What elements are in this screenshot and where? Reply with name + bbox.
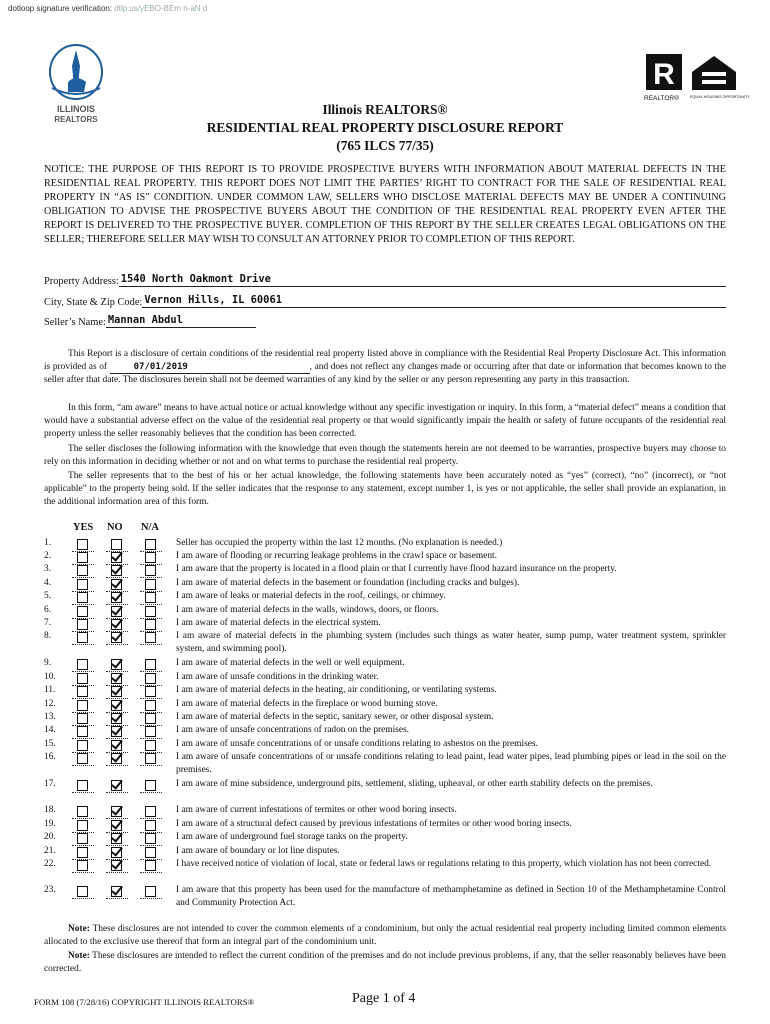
yes-underline — [72, 818, 94, 819]
item-number: 3. — [44, 564, 52, 574]
no-checkbox[interactable] — [111, 700, 122, 711]
seller-label: Seller’s Name: — [44, 317, 106, 328]
item-number: 16. — [44, 752, 56, 762]
item-text: I am aware of material defects in the septic, sanitary sewer, or other disposal system. — [176, 712, 494, 722]
item-number: 21. — [44, 846, 56, 856]
na-underline — [140, 845, 162, 846]
yes-underline — [72, 671, 94, 672]
svg-text:R: R — [653, 58, 675, 91]
na-checkbox[interactable] — [145, 632, 156, 643]
item-text: I am aware of unsafe concentrations of radon on the premises. — [176, 725, 409, 735]
yes-checkbox[interactable] — [77, 552, 88, 563]
item-text: I am aware of a structural defect caused by previous infestations of termites or other wood boring insects. — [176, 819, 572, 829]
yes-checkbox[interactable] — [77, 632, 88, 643]
no-checkbox[interactable] — [111, 592, 122, 603]
yes-checkbox[interactable] — [77, 565, 88, 576]
na-checkbox[interactable] — [145, 847, 156, 858]
no-underline — [106, 792, 128, 793]
item-number: 12. — [44, 699, 56, 709]
na-checkbox[interactable] — [145, 753, 156, 764]
no-checkbox[interactable] — [111, 659, 122, 670]
item-text: I am aware of material defects in the electrical system. — [176, 618, 381, 628]
na-checkbox[interactable] — [145, 860, 156, 871]
no-checkbox[interactable] — [111, 847, 122, 858]
representation-paragraph: The seller represents that to the best of his or her actual knowledge, the following statements have been accurately noted as “yes” (correct), “no” (incorrect), or “not applicable” to the property being sold. If the seller indicates that the response to any statement, except number 1, is yes or not applicable, the seller shall provide an explanation, in the additional information area of this form. — [44, 471, 726, 507]
item-text: I am aware of underground fuel storage tanks on the property. — [176, 832, 408, 842]
item-text: I am aware of flooding or recurring leakage problems in the crawl space or basement. — [176, 551, 497, 561]
yes-checkbox[interactable] — [77, 713, 88, 724]
yes-checkbox[interactable] — [77, 673, 88, 684]
yes-underline — [72, 845, 94, 846]
yes-checkbox[interactable] — [77, 740, 88, 751]
item-number: 20. — [44, 832, 56, 842]
item-text: I am aware of material defects in the fireplace or wood burning stove. — [176, 699, 438, 709]
no-checkbox[interactable] — [111, 619, 122, 630]
no-checkbox[interactable] — [111, 673, 122, 684]
seller-value[interactable]: Mannan Abdul — [106, 313, 256, 328]
na-checkbox[interactable] — [145, 659, 156, 670]
item-text: I am aware of unsafe concentrations of or unsafe conditions relating to asbestos on the premises. — [176, 739, 538, 749]
col-yes-header: YES — [73, 522, 94, 533]
no-checkbox[interactable] — [111, 780, 122, 791]
no-underline — [106, 644, 128, 645]
yes-underline — [72, 644, 94, 645]
no-checkbox[interactable] — [111, 606, 122, 617]
yes-checkbox[interactable] — [77, 686, 88, 697]
yes-underline — [72, 577, 94, 578]
yes-underline — [72, 738, 94, 739]
item-number: 7. — [44, 618, 52, 628]
no-checkbox[interactable] — [111, 740, 122, 751]
note-label: Note: — [68, 951, 90, 961]
yes-checkbox[interactable] — [77, 700, 88, 711]
realtor-mark-text: REALTOR® — [644, 95, 679, 102]
para1-after: , and does not reflect any changes made or occurring after that date or information that becomes known to the seller after that date. The disclosures herein shall not be deemed warranties of any kind by the seller or any person representing any party in this transaction. — [44, 362, 726, 385]
item-text: I have received notice of violation of local, state or federal laws or regulations relating to this property, which violation has not been corrected. — [176, 859, 712, 869]
na-underline — [140, 698, 162, 699]
item-number: 11. — [44, 685, 56, 695]
item-text: I am aware of material defects in the well or well equipment. — [176, 658, 405, 668]
item-text: I am aware of leaks or material defects in the roof, ceilings, or chimney. — [176, 591, 446, 601]
no-checkbox[interactable] — [111, 886, 122, 897]
disclosure-date[interactable]: 07/01/2019 — [110, 362, 310, 374]
yes-checkbox[interactable] — [77, 886, 88, 897]
item-text: I am aware of unsafe conditions in the drinking water. — [176, 672, 379, 682]
na-checkbox[interactable] — [145, 619, 156, 630]
reliance-paragraph: The seller discloses the following information with the knowledge that even though the statements herein are not deemed to be warranties, prospective buyers may choose to rely on this information in deciding whether or not and on what terms to purchase the residential real property. — [44, 444, 726, 467]
yes-underline — [72, 872, 94, 873]
na-underline — [140, 738, 162, 739]
na-checkbox[interactable] — [145, 806, 156, 817]
yes-checkbox[interactable] — [77, 806, 88, 817]
definition-paragraph: In this form, “am aware” means to have actual notice or actual knowledge without any specific investigation or inquiry. In this form, a “material defect” means a condition that would have a substantial adverse effect on the value of the residential real property or that would significantly impair the health or safety of future occupants of the residential real property unless the seller reasonably believes that the condition has been corrected. — [44, 403, 726, 439]
note-current-condition — [44, 950, 726, 976]
address-label: Property Address: — [44, 276, 119, 287]
no-checkbox[interactable] — [111, 726, 122, 737]
na-checkbox[interactable] — [145, 579, 156, 590]
yes-checkbox[interactable] — [77, 780, 88, 791]
na-underline — [140, 898, 162, 899]
item-number: 17. — [44, 779, 56, 789]
yes-underline — [72, 698, 94, 699]
yes-checkbox[interactable] — [77, 847, 88, 858]
yes-underline — [72, 604, 94, 605]
na-underline — [140, 577, 162, 578]
item-number: 10. — [44, 672, 56, 682]
item-number: 6. — [44, 605, 52, 615]
yes-checkbox[interactable] — [77, 659, 88, 670]
yes-checkbox[interactable] — [77, 833, 88, 844]
item-text: I am aware of mine subsidence, underground pits, settlement, sliding, upheaval, or other earth stability defects on the premises. — [176, 779, 653, 789]
city-value[interactable]: Vernon Hills, IL 60061 — [142, 293, 726, 308]
na-checkbox[interactable] — [145, 539, 156, 550]
no-checkbox[interactable] — [111, 565, 122, 576]
yes-underline — [72, 765, 94, 766]
na-underline — [140, 792, 162, 793]
no-checkbox[interactable] — [111, 552, 122, 563]
item-number: 22. — [44, 859, 56, 869]
na-underline — [140, 644, 162, 645]
item-text: I am aware of unsafe concentrations of or unsafe conditions relating to lead paint, lead water pipes, lead plumbing pipes or lead in the soil on the premises. — [176, 752, 726, 775]
na-checkbox[interactable] — [145, 820, 156, 831]
na-underline — [140, 872, 162, 873]
na-checkbox[interactable] — [145, 565, 156, 576]
na-underline — [140, 604, 162, 605]
no-checkbox[interactable] — [111, 632, 122, 643]
logo-text-illinois: ILLINOIS — [57, 104, 95, 114]
item-number: 18. — [44, 805, 56, 815]
dotloop-verification — [8, 4, 207, 13]
page-number: Page 1 of 4 — [352, 991, 416, 1006]
org-name: Illinois REALTORS® — [322, 102, 448, 117]
note-text: These disclosures are not intended to cover the common elements of a condominium, but only the actual residential real property including limited common elements allocated to the exclusive use thereof that form an integral part of the condominium unit. — [44, 924, 726, 947]
notice-paragraph: NOTICE: THE PURPOSE OF THIS REPORT IS TO PROVIDE PROSPECTIVE BUYERS WITH INFORMATION ABOUT MATERIAL DEFECTS IN THE RESIDENTIAL REAL PROPERTY. THIS REPORT DOES NOT LIMIT THE PARTIES’ RIGHT TO CONTRACT FOR THE SALE OF RESIDENTIAL REAL PROPERTY IN “AS IS” CONDITION. UNDER COMMON LAW, SELLERS WHO DISCLOSE MATERIAL DEFECTS MAY BE UNDER A CONTINUING OBLIGATION TO ADVISE THE PROSPECTIVE BUYERS ABOUT THE CONDITION OF THE RESIDENTIAL REAL PROPERTY EVEN AFTER THE REPORT IS DELIVERED TO THE PROSPECTIVE BUYER. COMPLETION OF THIS REPORT BY THE SELLER CREATES LEGAL OBLIGATIONS ON THE SELLER; THEREFORE SELLER MAY WISH TO CONSULT AN ATTORNEY PRIOR TO COMPLETION OF THIS REPORT. — [44, 164, 726, 246]
item-number: 23. — [44, 885, 56, 895]
no-underline — [106, 872, 128, 873]
col-no-header: NO — [107, 522, 123, 533]
item-number: 1. — [44, 538, 52, 548]
statute: (765 ILCS 77/35) — [336, 138, 434, 153]
no-checkbox[interactable] — [111, 820, 122, 831]
item-text: I am aware that the property is located in a flood plain or that I currently have flood hazard insurance on the property. — [176, 564, 617, 574]
na-checkbox[interactable] — [145, 740, 156, 751]
item-text: I am aware that this property has been used for the manufacture of methamphetamine as defined in Section 10 of the Methamphetamine Control and Community Protection Act. — [176, 885, 726, 908]
item-number: 5. — [44, 591, 52, 601]
no-checkbox[interactable] — [111, 579, 122, 590]
form-footer: FORM 108 (7/28/16) COPYRIGHT ILLINOIS REALTORS® — [34, 997, 255, 1007]
na-checkbox[interactable] — [145, 592, 156, 603]
address-value[interactable]: 1540 North Oakmont Drive — [119, 272, 726, 287]
item-text: I am aware of boundary or lot line disputes. — [176, 846, 340, 856]
na-checkbox[interactable] — [145, 726, 156, 737]
item-text: I am aware of material defects in the plumbing system (includes such things as water heater, sump pump, water treatment system, sprinkler system, and swimming pool). — [176, 631, 726, 654]
na-checkbox[interactable] — [145, 686, 156, 697]
dotloop-label: dotloop signature verification: — [8, 4, 113, 13]
yes-underline — [72, 898, 94, 899]
yes-checkbox[interactable] — [77, 860, 88, 871]
na-underline — [140, 671, 162, 672]
item-number: 4. — [44, 578, 52, 588]
disclosure-paragraph — [44, 348, 726, 387]
city-state-zip-field — [44, 293, 726, 308]
na-checkbox[interactable] — [145, 700, 156, 711]
page-title: RESIDENTIAL REAL PROPERTY DISCLOSURE REPORT — [206, 120, 564, 135]
para1-before: This Report is a disclosure of certain conditions of the residential real property listed above in compliance with the Residential Real Property Disclosure Act. This information is provided as of — [44, 349, 726, 372]
item-number: 15. — [44, 739, 56, 749]
yes-checkbox[interactable] — [77, 753, 88, 764]
no-checkbox[interactable] — [111, 713, 122, 724]
city-label: City, State & Zip Code: — [44, 297, 143, 308]
item-text: I am aware of current infestations of termites or other wood boring insects. — [176, 805, 457, 815]
no-checkbox[interactable] — [111, 539, 122, 550]
item-text: I am aware of material defects in the basement or foundation (including cracks and bulges). — [176, 578, 520, 588]
item-number: 8. — [44, 631, 52, 641]
na-checkbox[interactable] — [145, 780, 156, 791]
logo-text-realtors: REALTORS — [54, 115, 98, 124]
col-na-header: N/A — [141, 522, 159, 533]
no-checkbox[interactable] — [111, 686, 122, 697]
item-number: 14. — [44, 725, 56, 735]
yes-checkbox[interactable] — [77, 726, 88, 737]
equal-housing-text: EQUAL HOUSING OPPORTUNITY — [690, 95, 750, 99]
yes-checkbox[interactable] — [77, 592, 88, 603]
no-underline — [106, 765, 128, 766]
item-number: 9. — [44, 658, 52, 668]
yes-checkbox[interactable] — [77, 539, 88, 550]
no-checkbox[interactable] — [111, 753, 122, 764]
na-checkbox[interactable] — [145, 833, 156, 844]
property-address-field — [44, 272, 726, 287]
yes-checkbox[interactable] — [77, 606, 88, 617]
note-label: Note: — [68, 924, 90, 934]
na-checkbox[interactable] — [145, 552, 156, 563]
na-checkbox[interactable] — [145, 713, 156, 724]
item-text: I am aware of material defects in the walls, windows, doors, or floors. — [176, 605, 439, 615]
yes-checkbox[interactable] — [77, 820, 88, 831]
yes-checkbox[interactable] — [77, 619, 88, 630]
item-text: Seller has occupied the property within the last 12 months. (No explanation is needed.) — [176, 538, 503, 548]
realtor-equal-housing-logo — [640, 50, 750, 106]
no-underline — [106, 898, 128, 899]
na-underline — [140, 765, 162, 766]
item-text: I am aware of material defects in the heating, air conditioning, or ventilating systems. — [176, 685, 497, 695]
no-checkbox[interactable] — [111, 806, 122, 817]
na-checkbox[interactable] — [145, 886, 156, 897]
yes-underline — [72, 792, 94, 793]
item-number: 19. — [44, 819, 56, 829]
no-checkbox[interactable] — [111, 860, 122, 871]
note-text: These disclosures are intended to reflect the current condition of the premises and do not include previous problems, if any, that the seller reasonably believes have been corrected. — [44, 951, 726, 974]
seller-name-field — [44, 313, 726, 328]
item-number: 13. — [44, 712, 56, 722]
yes-checkbox[interactable] — [77, 579, 88, 590]
dotloop-url[interactable]: dtlp.us/yEBO-BEm n-aN d — [114, 4, 208, 13]
note-condominium — [44, 923, 726, 949]
no-checkbox[interactable] — [111, 833, 122, 844]
na-checkbox[interactable] — [145, 673, 156, 684]
na-checkbox[interactable] — [145, 606, 156, 617]
na-underline — [140, 818, 162, 819]
item-number: 2. — [44, 551, 52, 561]
